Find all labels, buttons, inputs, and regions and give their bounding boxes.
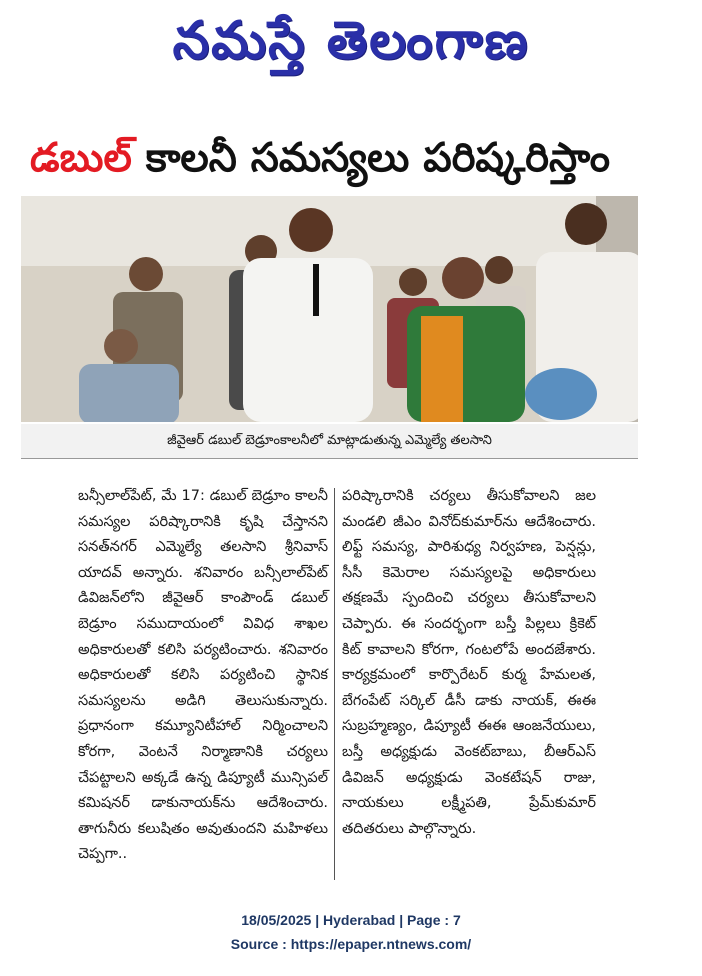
article-headline: [30, 128, 680, 188]
column-divider: [334, 488, 335, 880]
newspaper-masthead: నమస్తే తెలంగాణ: [172, 11, 530, 71]
article-body-left-column: బన్సీలాల్‌పేట్, మే 17: డబుల్ బెడ్రూం కాలనీ సమస్యల పరిష్కారానికి కృషి చేస్తానని సనత్‌నగర్ ఎమ్మెల్యే తలసాని శ్రీనివాస్ యాదవ్ అన్నారు. శనివారం బన్సీలాల్‌పేట్ డివిజన్‌లోని జీవైఆర్ కాంపౌండ్ డబుల్ బెడ్రూం సముదాయంలో వివిధ శాఖల అధికారులతో కలిసి పర్యటించారు. శనివారం అధికారులతో కలిసి పర్యటించి స్థానిక సమస్యలను అడిగి తెలుసుకున్నారు. ప్రధానంగా కమ్యూనిటీహాల్ నిర్మించాలని కోరగా, వెంటనే నిర్మాణానికి చర్యలు చేపట్టాలని అక్కడే ఉన్న డిప్యూటీ మున్సిపల్ కమిషనర్ డాకునాయక్‌ను ఆదేశించారు. తాగునీరు కలుషితం అవుతుందని మహిళలు చెప్పగా..: [78, 488, 328, 863]
footer-date-edition: 18/05/2025 | Hyderabad | Page : 7: [241, 912, 461, 928]
article-body-right-column: పరిష్కారానికి చర్యలు తీసుకోవాలని జల మండలి జీఎం వినోద్‌కుమార్‌ను ఆదేశించారు. లిఫ్ట్ సమస్య, పారిశుధ్య నిర్వహణ, పెన్షన్లు, సీసీ కెమెరాల సమస్యలపై అధికారులు తక్షణమే స్పందించి చర్యలు తీసుకోవాలని చెప్పారు. ఈ సందర్భంగా బస్తీ పిల్లలు క్రికెట్ కిట్ కావాలని కోరగా, గంటలోపే అందజేశారు. కార్యక్రమంలో కార్పొరేటర్ కుర్మ హేమలత, బేగంపేట్ సర్కిల్ డీసీ డాకు నాయక్, ఈఈ సుబ్రహ్మణ్యం, డిప్యూటీ ఈఈ ఆంజనేయులు, బస్తీ అధ్యక్షుడు వెంకట్‌బాబు, బీఆర్ఎస్ డివిజన్ అధ్యక్షుడు వెంకటేషన్ రాజు, నాయకులు లక్ష్మీపతి, ప్రేమ్‌కుమార్ తదితరులు పాల్గొన్నారు.: [342, 488, 596, 837]
event-photo-illustration: [21, 196, 638, 422]
headline-main-text: కాలనీ సమస్యలు పరిష్కరిస్తాం: [131, 135, 611, 181]
photo-caption-bar: [21, 424, 638, 459]
article-photo: [21, 196, 638, 422]
headline-accent-word: డబుల్: [30, 135, 132, 181]
photo-caption: జీవైఆర్ డబుల్ బెడ్రూంకాలనీలో మాట్లాడుతున్న ఎమ్మెల్యే తలసాని: [167, 433, 492, 448]
footer-source: Source : https://epaper.ntnews.com/: [230, 936, 472, 952]
